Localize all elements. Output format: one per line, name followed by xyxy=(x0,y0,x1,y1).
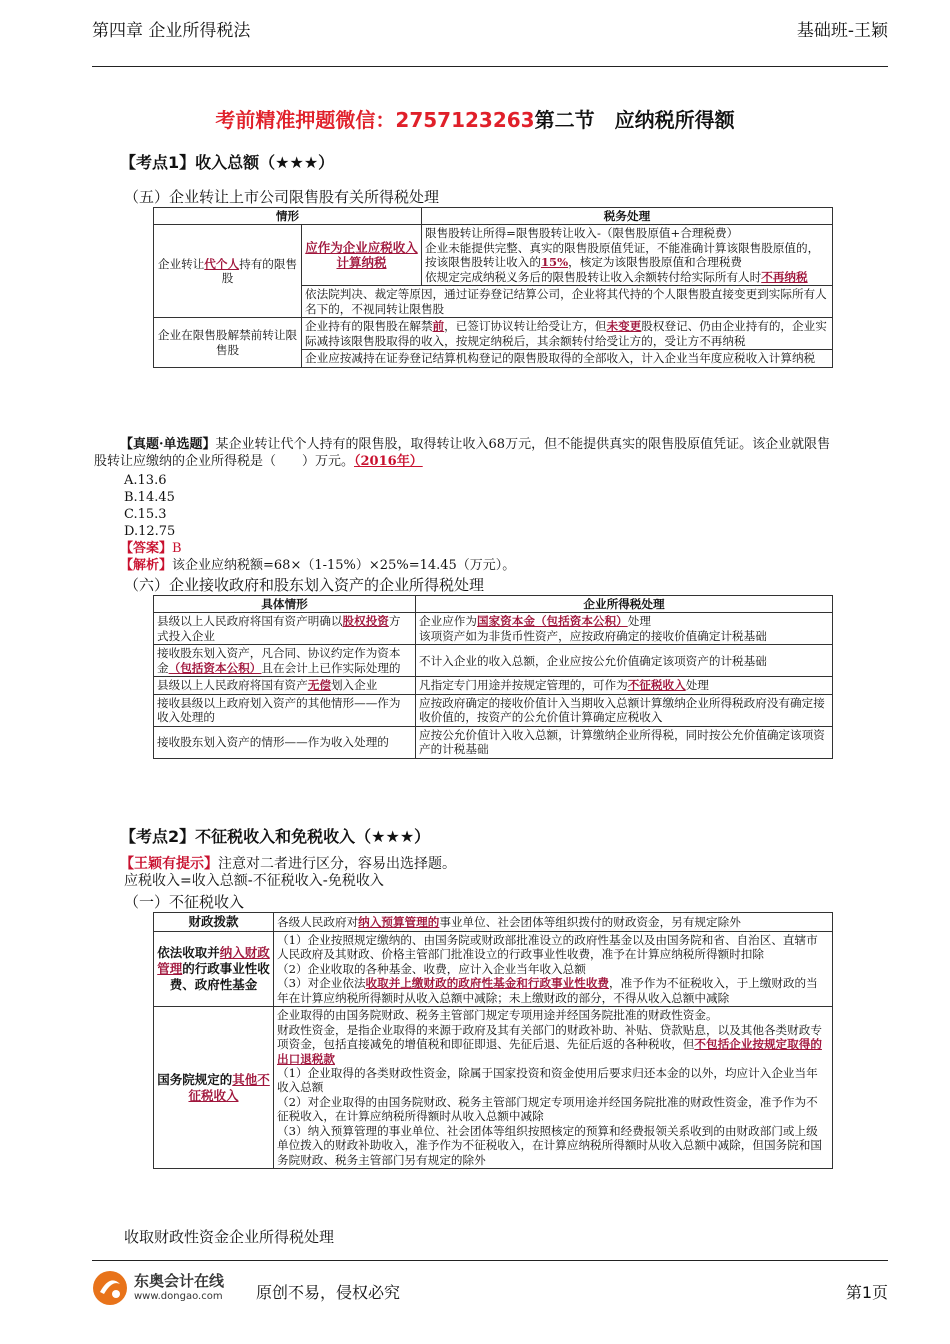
logo-url: www.dongao.com xyxy=(134,1291,223,1302)
kp1-heading: 【考点1】收入总额（★★★） xyxy=(120,153,335,172)
exam-question: 【真题·单选题】某企业转让代个人持有的限售股，取得转让收入68万元，但不能提供真实的限售股原值凭证。该企业就限售股转让应缴纳的企业所得税是（ ）万元。（2016年） xyxy=(94,437,831,469)
t2-case-4: 接收县级以上政府划入资产的其他情形——作为收入处理的 xyxy=(154,694,416,726)
logo-icon xyxy=(90,1268,130,1308)
page-title xyxy=(0,104,950,133)
t3-tax-3: 企业取得的由国务院财政、税务主管部门规定专项用途并经国务院批准的财政性资金。 财政性资金，是指企业取得的来源于政府及其有关部门的财政补助、补贴、贷款贴息，以及其他各类财政专项资金，包括直接减免的增值税和即征即退、先征后退、先征后返的各种税收，但不包括企业按规定取得的出口退税款 （1）企业取得的各类财政性资金，除属于国家投资和资金使用后要求归还本金的以外，均应计入企业当年收入总额 （2）对企业取得的由国务院财政、税务主管部门规定专项用途并经国务院批准的财政性资金，准予作为不征税收入，在计算应纳税所得额时从收入总额中减除 （3）纳入预算管理的事业单位、社会团体等组织按照核定的预算和经费报领关系收到的由财政部门或上级单位拨入的财政补助收入，准予作为不征税收入，在计算应纳税所得额时从收入总额中减除，但国务院和国务院财政、税务主管部门另有规定的除外 xyxy=(274,1007,833,1169)
page-number: 第1页 xyxy=(845,1283,888,1302)
kp2-heading: 【考点2】不征税收入和免税收入（★★★） xyxy=(120,827,431,846)
t1-tax-2: 依法院判决、裁定等原因，通过证券登记结算公司，企业将其代持的个人限售股直接变更到实际所有人名下的，不视同转让限售股 xyxy=(302,286,833,318)
promo-text: 考前精准押题微信：2757123263 xyxy=(215,108,535,132)
table-asset-transfer xyxy=(153,595,833,759)
t2-tax-2: 不计入企业的收入总额，企业应按公允价值确定该项资产的计税基础 xyxy=(416,645,833,677)
footer-divider xyxy=(92,1260,888,1261)
header-divider xyxy=(92,66,888,67)
t1-case-2: 企业在限售股解禁前转让限售股 xyxy=(154,318,302,367)
t1-case-1: 企业转让代个人持有的限售股 xyxy=(154,225,302,318)
tip: 【王颖有提示】注意对二者进行区分，容易出选择题。 xyxy=(120,856,456,872)
exam-answer: 【答案】B xyxy=(120,541,182,556)
table-restricted-shares xyxy=(153,207,833,368)
t1-tax-3: 企业持有的限售股在解禁前，已签订协议转让给受让方，但未变更股权登记、仍由企业持有的，企业实际减持该限售股取得的收入，按规定纳税后，其余额转付给受让方的，受让方不再纳税 xyxy=(302,318,833,350)
t2-tax-4: 应按政府确定的接收价值计入当期收入总额计算缴纳企业所得税政府没有确定接收价值的，按资产的公允价值计算确定应税收入 xyxy=(416,694,833,726)
footer-notice: 原创不易，侵权必究 xyxy=(256,1283,401,1302)
sec6-heading: （六）企业接收政府和股东划入资产的企业所得税处理 xyxy=(124,576,485,594)
t1-header-tax: 税务处理 xyxy=(422,208,833,225)
dongao-logo xyxy=(90,1268,250,1308)
t1-mid-label: 应作为企业应税收入计算纳税 xyxy=(302,225,422,286)
table-nontaxable xyxy=(153,912,833,1169)
t3-case-2: 依法收取并纳入财政管理的行政事业性收费、政府性基金 xyxy=(154,931,274,1006)
exam-option-a: A.13.6 xyxy=(124,473,167,488)
t2-tax-3: 凡指定专门用途并按规定管理的，可作为不征税收入处理 xyxy=(416,677,833,694)
t2-case-1: 县级以上人民政府将国有资产明确以股权投资方式投入企业 xyxy=(154,613,416,645)
t2-tax-5: 应按公允价值计入收入总额，计算缴纳企业所得税，同时按公允价值确定该项资产的计税基础 xyxy=(416,726,833,758)
t3-case-1: 财政拨款 xyxy=(154,913,274,932)
exam-option-b: B.14.45 xyxy=(124,490,175,505)
logo-name: 东奥会计在线 xyxy=(134,1272,225,1290)
sec1-heading: （一）不征税收入 xyxy=(124,893,245,911)
exam-analysis: 【解析】该企业应纳税额=68×（1-15%）×25%=14.45（万元）。 xyxy=(120,558,516,573)
bottom-heading: 收取财政性资金企业所得税处理 xyxy=(124,1228,335,1246)
t2-header-case: 具体情形 xyxy=(154,596,416,613)
t3-case-3: 国务院规定的其他不征税收入 xyxy=(154,1007,274,1169)
t2-tax-1: 企业应作为国家资本金（包括资本公积）处理 该项资产如为非货币性资产，应按政府确定的接收价值确定计税基础 xyxy=(416,613,833,645)
t3-tax-2: （1）企业按照规定缴纳的、由国务院或财政部批准设立的政府性基金以及由国务院和省、自治区、直辖市人民政府及其财政、价格主管部门批准设立的行政事业性收费，准予在计算应纳税所得额时扣除 （2）企业收取的各种基金、收费，应计入企业当年收入总额 （3）对企业依法收取并上缴财政的政府性基金和行政事业性收费，准予作为不征税收入，于上缴财政的当年在计算应纳税所得额时从收入总额中减除；未上缴财政的部分，不得从收入总额中减除 xyxy=(274,931,833,1006)
t1-header-case: 情形 xyxy=(154,208,422,225)
t1-tax-1: 限售股转让所得=限售股转让收入-（限售股原值+合理税费） 企业未能提供完整、真实的限售股原值凭证，不能准确计算该限售股原值的，按该限售股转让收入的15%，核定为该限售股原值和合理税费 依规定完成纳税义务后的限售股转让收入余额转付给实际所有人时不再纳税 xyxy=(422,225,833,286)
t2-case-3: 县级以上人民政府将国有资产无偿划入企业 xyxy=(154,677,416,694)
t2-header-tax: 企业所得税处理 xyxy=(416,596,833,613)
header-chapter: 第四章 企业所得税法 xyxy=(92,21,251,41)
tip-formula: 应税收入=收入总额-不征税收入-免税收入 xyxy=(124,873,384,889)
exam-option-c: C.15.3 xyxy=(124,507,167,522)
t3-tax-1: 各级人民政府对纳入预算管理的事业单位、社会团体等组织拨付的财政资金，另有规定除外 xyxy=(274,913,833,932)
t1-tax-4: 企业应按减持在证券登记结算机构登记的限售股取得的全部收入，计入企业当年度应税收入计算纳税 xyxy=(302,350,833,367)
t2-case-2: 接收股东划入资产，凡合同、协议约定作为资本金（包括资本公积）且在会计上已作实际处理的 xyxy=(154,645,416,677)
t2-case-5: 接收股东划入资产的情形——作为收入处理的 xyxy=(154,726,416,758)
section-title: 第二节 应纳税所得额 xyxy=(534,108,735,132)
exam-option-d: D.12.75 xyxy=(124,524,176,539)
sec5-heading: （五）企业转让上市公司限售股有关所得税处理 xyxy=(124,188,440,206)
header-class: 基础班-王颖 xyxy=(796,21,888,41)
